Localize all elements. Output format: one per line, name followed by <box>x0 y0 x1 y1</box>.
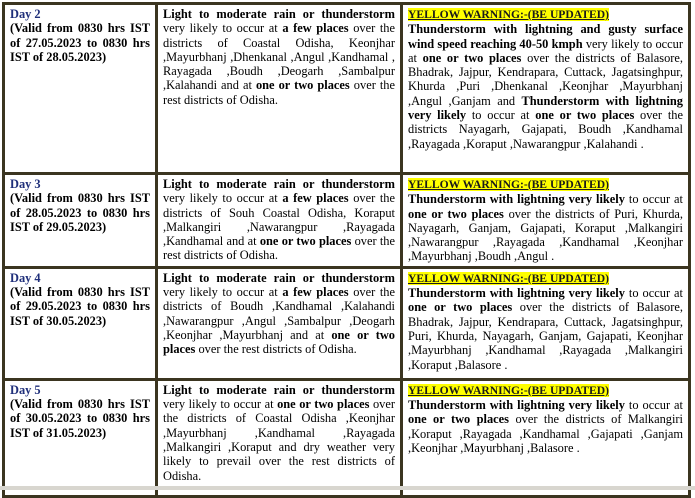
emphasis-run: one or two places <box>408 412 510 427</box>
text-run: over the districts of Boudh ,Kandhamal ,Kalahandi ,Nawarangpur ,Angul ,Sambalpur ,Deogarh ,Keonjhar ,Mayurbhanj and at <box>163 285 395 342</box>
text-run: to occur at <box>624 286 683 301</box>
rain-forecast-text <box>163 177 395 263</box>
text-run: very likely to occur at <box>408 36 683 65</box>
rain-headline: Light to moderate rain or thunderstorm <box>163 270 395 285</box>
emphasis-run: a few places <box>282 21 349 36</box>
text-run: to occur at <box>624 398 683 413</box>
text-run: over the districts of Coastal Odisha ,Keonjhar ,Mayurbhanj ,Kandhamal ,Rayagada ,Malkangiri ,Koraput and dry weather very likely to prevail over the rest districts of Odisha. <box>163 397 395 483</box>
emphasis-run: one or two places <box>408 206 504 221</box>
warning-headline: Thunderstorm with lightning and gusty surface wind speed reaching 40-50 kmph <box>408 22 683 51</box>
text-run: very likely to occur at <box>163 397 278 412</box>
text-run: very likely to occur at <box>163 191 283 206</box>
emphasis-run: a few places <box>282 191 349 206</box>
rain-forecast-cell <box>157 174 402 268</box>
text-run: to occur at <box>624 192 683 207</box>
warning-text <box>408 22 683 151</box>
emphasis-run: one or two places <box>277 397 370 412</box>
rain-forecast-text <box>163 7 395 107</box>
emphasis-run: a few places <box>282 285 349 300</box>
day-cell <box>4 267 157 379</box>
yellow-warning-label: YELLOW WARNING:-(BE UPDATED) <box>408 8 609 21</box>
warning-cell <box>402 379 690 496</box>
day-label: Day 4 <box>10 270 41 285</box>
text-run: over the rest districts of Odisha. <box>163 234 395 263</box>
yellow-warning-label: YELLOW WARNING:-(BE UPDATED) <box>408 271 609 285</box>
warning-headline: Thunderstorm with lightning very likely <box>408 192 625 207</box>
text-run: over the districts of Balasore, Bhadrak, Jajpur, Kendrapara, Cuttack, Jagatsinghpur, Khurda ,Puri ,Dhenkanal ,Keonjhar ,Mayurbhanj ,Angul ,Ganjam and <box>408 50 683 108</box>
text-run: over the districts of Souh Coastal Odisha, Koraput ,Malkangiri ,Nawarangpur ,Rayagada ,Kandhamal and at <box>163 191 395 249</box>
warning-headline: Thunderstorm with lightning very likely <box>408 286 625 301</box>
warning-cell <box>402 174 690 268</box>
rain-headline: Light to moderate rain or thunderstorm <box>163 177 395 191</box>
emphasis-run: one or two places <box>255 78 350 93</box>
emphasis-run: Thunderstorm with lightning very likely <box>408 93 683 123</box>
warning-text <box>408 398 683 455</box>
table-row-day-5 <box>4 379 690 496</box>
text-run: over the districts of Balasore, Bhadrak, Jajpur, Kendrapara, Cuttack, Jagatsinghpur, Puri, Khurda, Nayagarh, Ganjam, Gajapati, Keonjhar ,Mayurbhanj ,Kandhamal ,Rayagada ,Malkangiri ,Koraput ,Balasore . <box>408 300 683 372</box>
text-run: to occur at <box>466 108 536 123</box>
text-run: over the districts Nayagarh, Gajapati, Boudh ,Kandhamal ,Rayagada ,Koraput ,Nawarangpur ,Kalahandi . <box>408 108 683 151</box>
validity-text: (Valid from 0830 hrs IST of 28.05.2023 to 0830 hrs IST of 29.05.2023) <box>10 191 150 234</box>
rain-headline: Light to moderate rain or thunderstorm <box>163 382 395 397</box>
emphasis-run: one or two places <box>259 234 352 249</box>
text-run: over the rest districts of Odisha. <box>195 342 357 357</box>
warning-text <box>408 286 683 372</box>
table-row-day-4 <box>4 267 690 379</box>
text-run: over the districts of Coastal Odisha, Keonjhar ,Mayurbhanj ,Dhenkanal ,Angul ,Kandhamal , Rayagada ,Boudh ,Deogarh ,Sambalpur ,Kalahandi and at <box>163 21 395 93</box>
emphasis-run: one or two places <box>163 327 395 357</box>
emphasis-run: one or two places <box>408 300 513 315</box>
text-run: over the districts of Malkangiri ,Koraput ,Rayagada ,Kandhamal ,Gajapati ,Ganjam ,Keonjhar ,Mayurbhanj ,Balasore . <box>408 412 683 455</box>
table-row-day-2 <box>4 4 690 174</box>
day-label: Day 3 <box>10 177 41 191</box>
text-run: over the rest districts of Odisha. <box>163 78 395 107</box>
validity-text: (Valid from 0830 hrs IST of 30.05.2023 to 0830 hrs IST of 31.05.2023) <box>10 397 150 440</box>
forecast-warning-table <box>2 2 691 498</box>
rain-headline: Light to moderate rain or thunderstorm <box>163 7 395 21</box>
warning-headline: Thunderstorm with lightning very likely <box>408 398 625 413</box>
yellow-warning-label: YELLOW WARNING:-(BE UPDATED) <box>408 178 609 191</box>
warning-cell <box>402 4 690 174</box>
rain-forecast-text <box>163 383 395 483</box>
day-cell <box>4 174 157 268</box>
text-run: over the districts of Puri, Khurda, Nayagarh, Ganjam, Gajapati, Koraput ,Malkangiri ,Nawarangpur ,Rayagada ,Kandhamal ,Keonjhar ,Mayurbhanj ,Boudh ,Angul . <box>408 206 683 264</box>
rain-forecast-text <box>163 271 395 357</box>
validity-text: (Valid from 0830 hrs IST of 27.05.2023 to 0830 hrs IST of 28.05.2023) <box>10 21 150 64</box>
emphasis-run: one or two places <box>422 50 522 65</box>
rain-forecast-cell <box>157 379 402 496</box>
validity-text: (Valid from 0830 hrs IST of 29.05.2023 to 0830 hrs IST of 30.05.2023) <box>10 285 150 328</box>
rain-forecast-cell <box>157 4 402 174</box>
day-cell <box>4 4 157 174</box>
emphasis-run: one or two places <box>535 108 635 123</box>
text-run: very likely to occur at <box>163 285 283 300</box>
rain-forecast-cell <box>157 267 402 379</box>
day-cell <box>4 379 157 496</box>
text-run: very likely to occur at <box>163 21 283 36</box>
page-bottom-edge <box>0 486 695 490</box>
warning-cell <box>402 267 690 379</box>
table-row-day-3 <box>4 174 690 268</box>
day-label: Day 2 <box>10 7 41 21</box>
warning-text <box>408 192 683 263</box>
yellow-warning-label: YELLOW WARNING:-(BE UPDATED) <box>408 383 609 397</box>
day-label: Day 5 <box>10 382 41 397</box>
